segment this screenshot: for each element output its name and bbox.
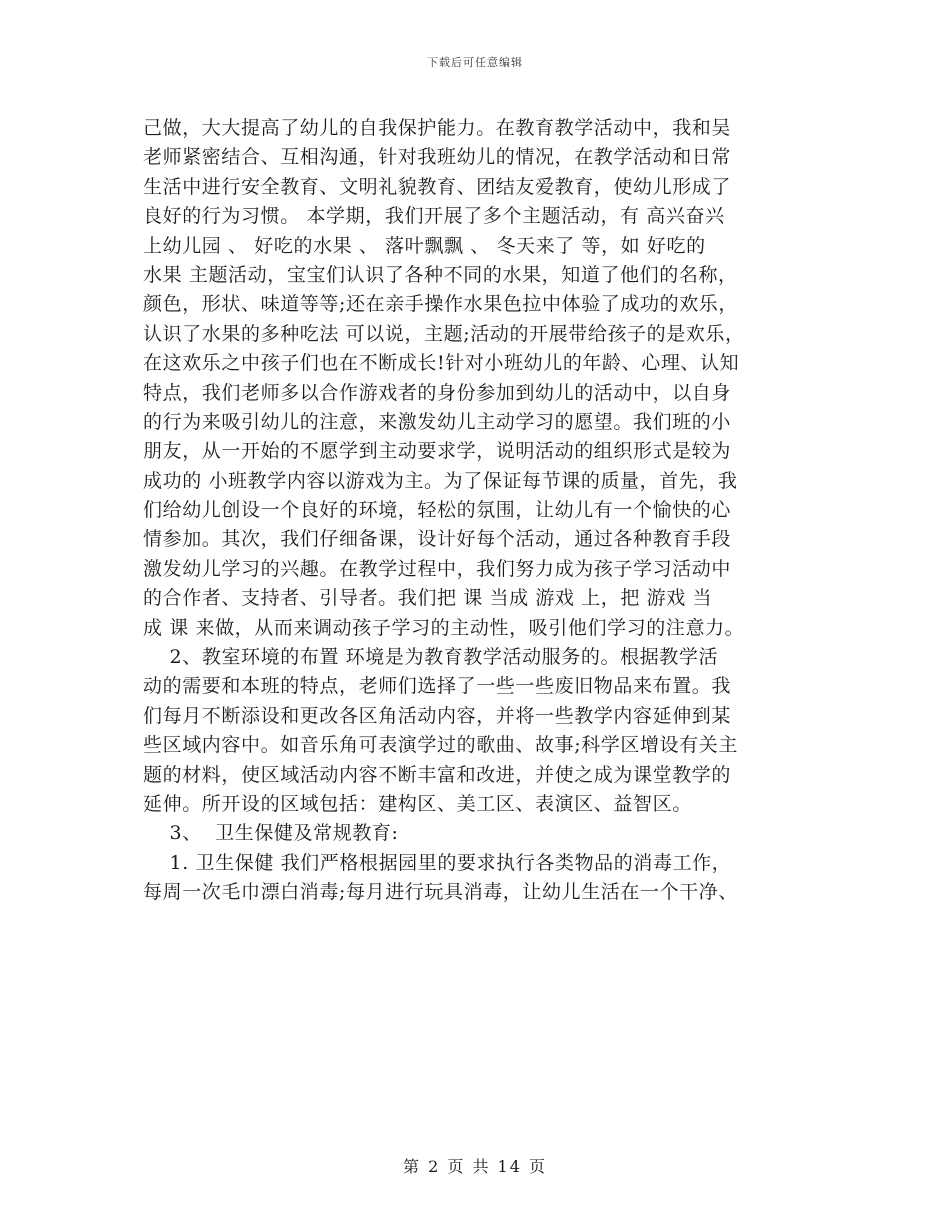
text-line: 成功的 小班教学内容以游戏为主。为了保证每节课的质量，首先，我 [143, 469, 738, 492]
text-line: 题的材料，使区域活动内容不断丰富和改进，并使之成为课堂教学的 [143, 763, 732, 786]
text-line: 激发幼儿学习的兴趣。在教学过程中，我们努力成为孩子学习活动中 [143, 557, 732, 580]
text-line: 们每月不断添设和更改各区角活动内容，并将一些教学内容延伸到某 [143, 704, 732, 727]
text-line: 动的需要和本班的特点，老师们选择了一些一些废旧物品来布置。我 [143, 675, 732, 698]
text-line: 3、 卫生保健及常规教育: [143, 822, 399, 845]
text-line: 良好的行为习惯。 本学期，我们开展了多个主题活动，有 高兴奋兴 [143, 205, 725, 228]
document-body [143, 114, 815, 908]
text-line: 2、教室环境的布置 环境是为教育教学活动服务的。根据教学活 [143, 646, 719, 669]
text-line: 些区域内容中。如音乐角可表演学过的歌曲、故事;科学区增设有关主 [143, 734, 739, 757]
text-line: 生活中进行安全教育、文明礼貌教育、团结友爱教育，使幼儿形成了 [143, 175, 732, 198]
text-line: 己做，大大提高了幼儿的自我保护能力。在教育教学活动中，我和吴 [143, 117, 732, 139]
page-footer: 第 2 页 共 14 页 [403, 1157, 547, 1176]
text-line: 颜色，形状、味道等等;还在亲手操作水果色拉中体验了成功的欢乐， [143, 293, 739, 316]
text-line: 在这欢乐之中孩子们也在不断成长!针对小班幼儿的年龄、心理、认知 [143, 352, 740, 375]
text-line: 特点，我们老师多以合作游戏者的身份参加到幼儿的活动中，以自身 [143, 381, 732, 404]
text-line: 成 课 来做，从而来调动孩子学习的主动性，吸引他们学习的注意力。 [143, 616, 745, 639]
text-line: 情参加。其次，我们仔细备课，设计好每个活动，通过各种教育手段 [143, 528, 732, 551]
text-line: 的合作者、支持者、引导者。我们把 课 当成 游戏 上，把 游戏 当 [143, 587, 713, 610]
text-line: 上幼儿园 、 好吃的水果 、 落叶飘飘 、 冬天来了 等，如 好吃的 [143, 234, 706, 257]
text-line: 延伸。所开设的区域包括：建构区、美工区、表演区、益智区。 [143, 792, 692, 815]
text-line: 的行为来吸引幼儿的注意，来激发幼儿主动学习的愿望。我们班的小 [143, 410, 732, 433]
page-header: 下载后可任意编辑 [427, 56, 523, 69]
text-line: 朋友，从一开始的不愿学到主动要求学，说明活动的组织形式是较为 [143, 440, 732, 463]
text-line: 们给幼儿创设一个良好的环境，轻松的氛围，让幼儿有一个愉快的心 [143, 499, 732, 522]
text-line: 1. 卫生保健 我们严格根据园里的要求执行各类物品的消毒工作， [143, 851, 732, 874]
text-line: 认识了水果的多种吃法 可以说，主题;活动的开展带给孩子的是欢乐， [143, 322, 745, 345]
text-line: 水果 主题活动，宝宝们认识了各种不同的水果，知道了他们的名称， [143, 263, 738, 286]
text-line: 每周一次毛巾漂白消毒;每月进行玩具消毒，让幼儿生活在一个干净、 [143, 881, 739, 904]
text-line: 老师紧密结合、互相沟通，针对我班幼儿的情况，在教学活动和日常 [143, 146, 732, 169]
